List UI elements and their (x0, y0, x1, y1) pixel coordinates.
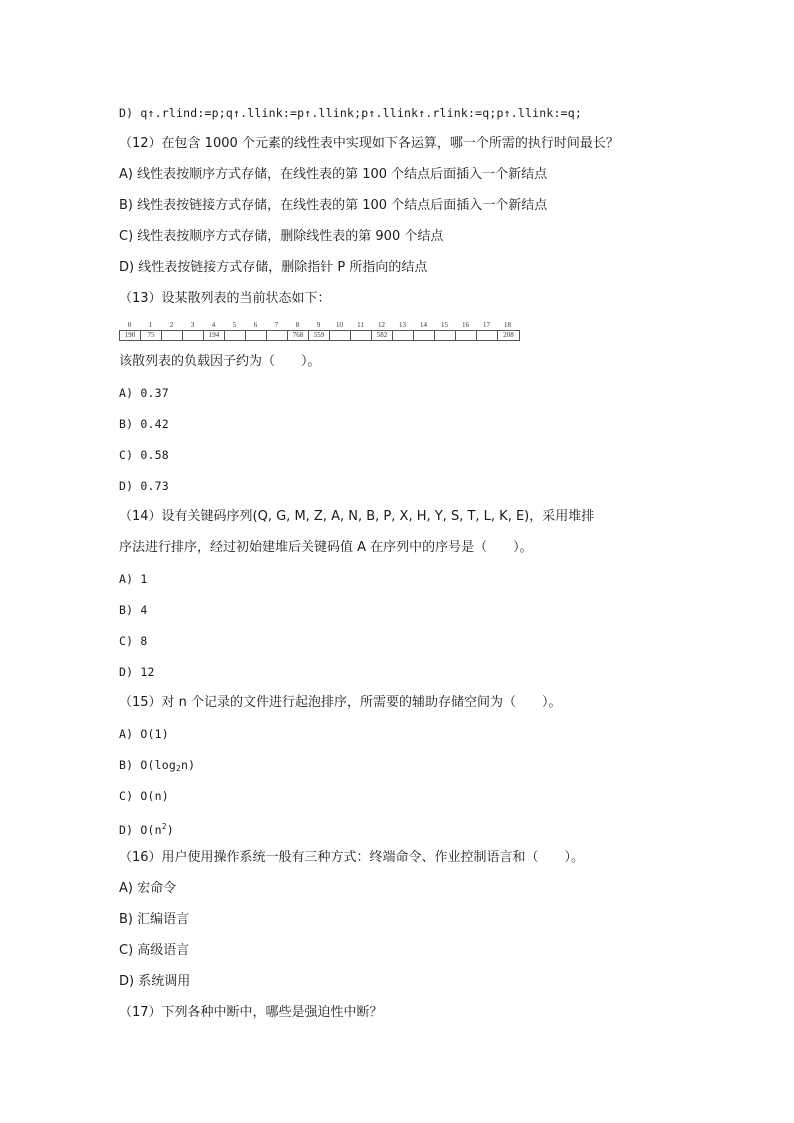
question-16: （16）用户使用操作系统一般有三种方式：终端命令、作业控制语言和（ ）。 (119, 850, 585, 865)
hash-cell: 194 (204, 331, 225, 340)
hash-cell (225, 331, 246, 340)
hash-cell (246, 331, 267, 340)
hash-cell: 190 (120, 331, 141, 340)
hash-cell: 75 (141, 331, 162, 340)
hash-cell (477, 331, 498, 340)
hash-index: 0 (127, 321, 132, 329)
hash-cell: 768 (288, 331, 309, 340)
option-15-a: A) O(1) (119, 727, 169, 741)
option-15-c: C) O(n) (119, 789, 169, 803)
hash-index: 13 (399, 321, 406, 329)
hash-table-index-row (119, 320, 521, 330)
hash-index: 3 (190, 321, 195, 329)
hash-table-value-row (119, 330, 520, 341)
hash-cell: 559 (309, 331, 330, 340)
hash-index: 10 (336, 321, 343, 329)
hash-cell (435, 331, 456, 340)
question-17: （17）下列各种中断中，哪些是强迫性中断？ (119, 1005, 383, 1020)
question-13: （13）设某散列表的当前状态如下： (119, 291, 331, 306)
hash-index: 18 (504, 321, 511, 329)
option-14-c: C) 8 (119, 634, 148, 648)
option-12-b: B) 线性表按链接方式存储，在线性表的第 100 个结点后面插入一个新结点 (119, 198, 548, 213)
question-13-stem: 该散列表的负载因子约为（ ）。 (119, 354, 321, 369)
hash-index: 12 (378, 321, 385, 329)
hash-index: 1 (148, 321, 153, 329)
hash-cell (162, 331, 183, 340)
option-14-d: D) 12 (119, 665, 155, 679)
option-12-d: D) 线性表按链接方式存储，删除指针 P 所指向的结点 (119, 260, 428, 275)
option-13-a: A) 0.37 (119, 386, 169, 400)
hash-index: 14 (420, 321, 427, 329)
option-16-b: B) 汇编语言 (119, 912, 190, 927)
option-15-b-text: B) O(log (119, 758, 176, 772)
option-15-d-tail: ) (166, 823, 174, 837)
hash-index: 16 (462, 321, 469, 329)
hash-index: 2 (169, 321, 174, 329)
hash-index: 4 (211, 321, 216, 329)
option-16-a: A) 宏命令 (119, 881, 177, 896)
hash-cell: 582 (372, 331, 393, 340)
hash-index: 17 (483, 321, 490, 329)
hash-index: 15 (441, 321, 448, 329)
option-14-b: B) 4 (119, 603, 148, 617)
question-14-line-1: （14）设有关键码序列(Q, G, M, Z, A, N, B, P, X, H, Y, S, T, L, K, E)，采用堆排 (119, 509, 595, 524)
hash-cell (330, 331, 351, 340)
option-13-d: D) 0.73 (119, 479, 169, 493)
hash-cell (183, 331, 204, 340)
hash-cell: 208 (503, 331, 514, 339)
option-13-b: B) 0.42 (119, 417, 169, 431)
hash-cell (267, 331, 288, 340)
option-15-d-text: D) O(n (119, 823, 162, 837)
option-12-c: C) 线性表按顺序方式存储，删除线性表的第 900 个结点 (119, 229, 444, 244)
option-13-c: C) 0.58 (119, 448, 169, 462)
answer-11-d: D) q↑.rlind:=p;q↑.llink:=p↑.llink;p↑.llink↑.rlink:=q;p↑.llink:=q; (119, 106, 583, 120)
hash-index: 7 (274, 321, 279, 329)
exponent-superscript: 2 (161, 822, 167, 831)
hash-cell (414, 331, 435, 340)
hash-index: 5 (232, 321, 237, 329)
option-12-a: A) 线性表按顺序方式存储，在线性表的第 100 个结点后面插入一个新结点 (119, 167, 548, 182)
hash-cell (393, 331, 414, 340)
question-12: （12）在包含 1000 个元素的线性表中实现如下各运算，哪一个所需的执行时间最长？ (119, 136, 619, 151)
hash-table (119, 320, 521, 341)
option-15-d (119, 818, 174, 839)
option-16-c: C) 高级语言 (119, 943, 190, 958)
hash-index: 11 (357, 321, 364, 329)
hash-index: 8 (295, 321, 300, 329)
option-16-d: D) 系统调用 (119, 974, 191, 989)
option-15-b-tail: n) (181, 758, 196, 772)
hash-index: 9 (316, 321, 321, 329)
hash-cell (351, 331, 372, 340)
question-14-line-2: 序法进行排序，经过初始建堆后关键码值 A 在序列中的序号是（ ）。 (119, 540, 533, 555)
option-14-a: A) 1 (119, 572, 148, 586)
hash-index: 6 (253, 321, 258, 329)
option-15-b (119, 756, 195, 778)
log-base-subscript: 2 (176, 764, 182, 773)
hash-cell (456, 331, 477, 340)
question-15: （15）对 n 个记录的文件进行起泡排序，所需要的辅助存储空间为（ ）。 (119, 695, 562, 710)
